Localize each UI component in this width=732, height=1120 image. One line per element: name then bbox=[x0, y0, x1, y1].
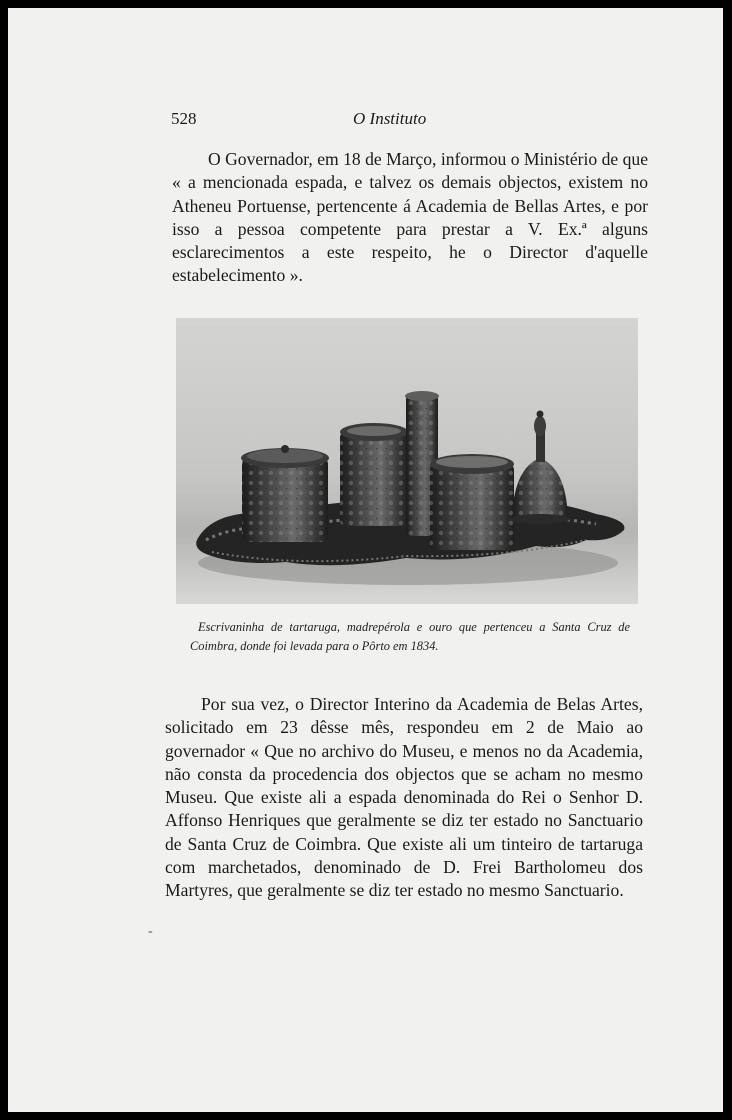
margin-mark: - bbox=[148, 924, 153, 939]
page-number: 528 bbox=[171, 109, 197, 128]
book-page bbox=[8, 8, 723, 1112]
body-paragraph-2: Por sua vez, o Director Interino da Academia de Belas Artes, solicitado em 23 dêsse mês, respondeu em 2 de Maio ao governador « Que no archivo do Museu, e menos no da Academia, não consta da procedencia dos objectos que se acham no mesmo Museu. Que existe ali a espada denominada do Rei o Senhor D. Affonso Henriques que geralmente se diz ter estado no Sanctuario de Santa Cruz de Coimbra. Que existe ali um tinteiro de tartaruga com marchetados, denominado de D. Frei Bartholomeu dos Martyres, que geralmente se diz ter estado no mesmo Sanctuario. bbox=[165, 694, 643, 901]
running-head bbox=[8, 109, 723, 133]
inkstand-illustration bbox=[176, 318, 638, 604]
figure-photo bbox=[176, 318, 638, 604]
figure-caption: Escrivaninha de tartaruga, madrepérola e ouro que pertenceu a Santa Cruz de Coimbra, donde foi levada para o Pôrto em 1834. bbox=[190, 620, 630, 653]
body-paragraph-1: O Governador, em 18 de Março, informou o Ministério de que « a mencionada espada, e talvez os demais objectos, existem no Atheneu Portuense, pertencente á Academia de Bellas Artes, e por isso a pessoa competente para prestar a V. Ex.ª alguns esclarecimentos a este respeito, he o Director d'aquelle estabelecimento ». bbox=[172, 149, 649, 286]
journal-title: O Instituto bbox=[353, 109, 427, 128]
